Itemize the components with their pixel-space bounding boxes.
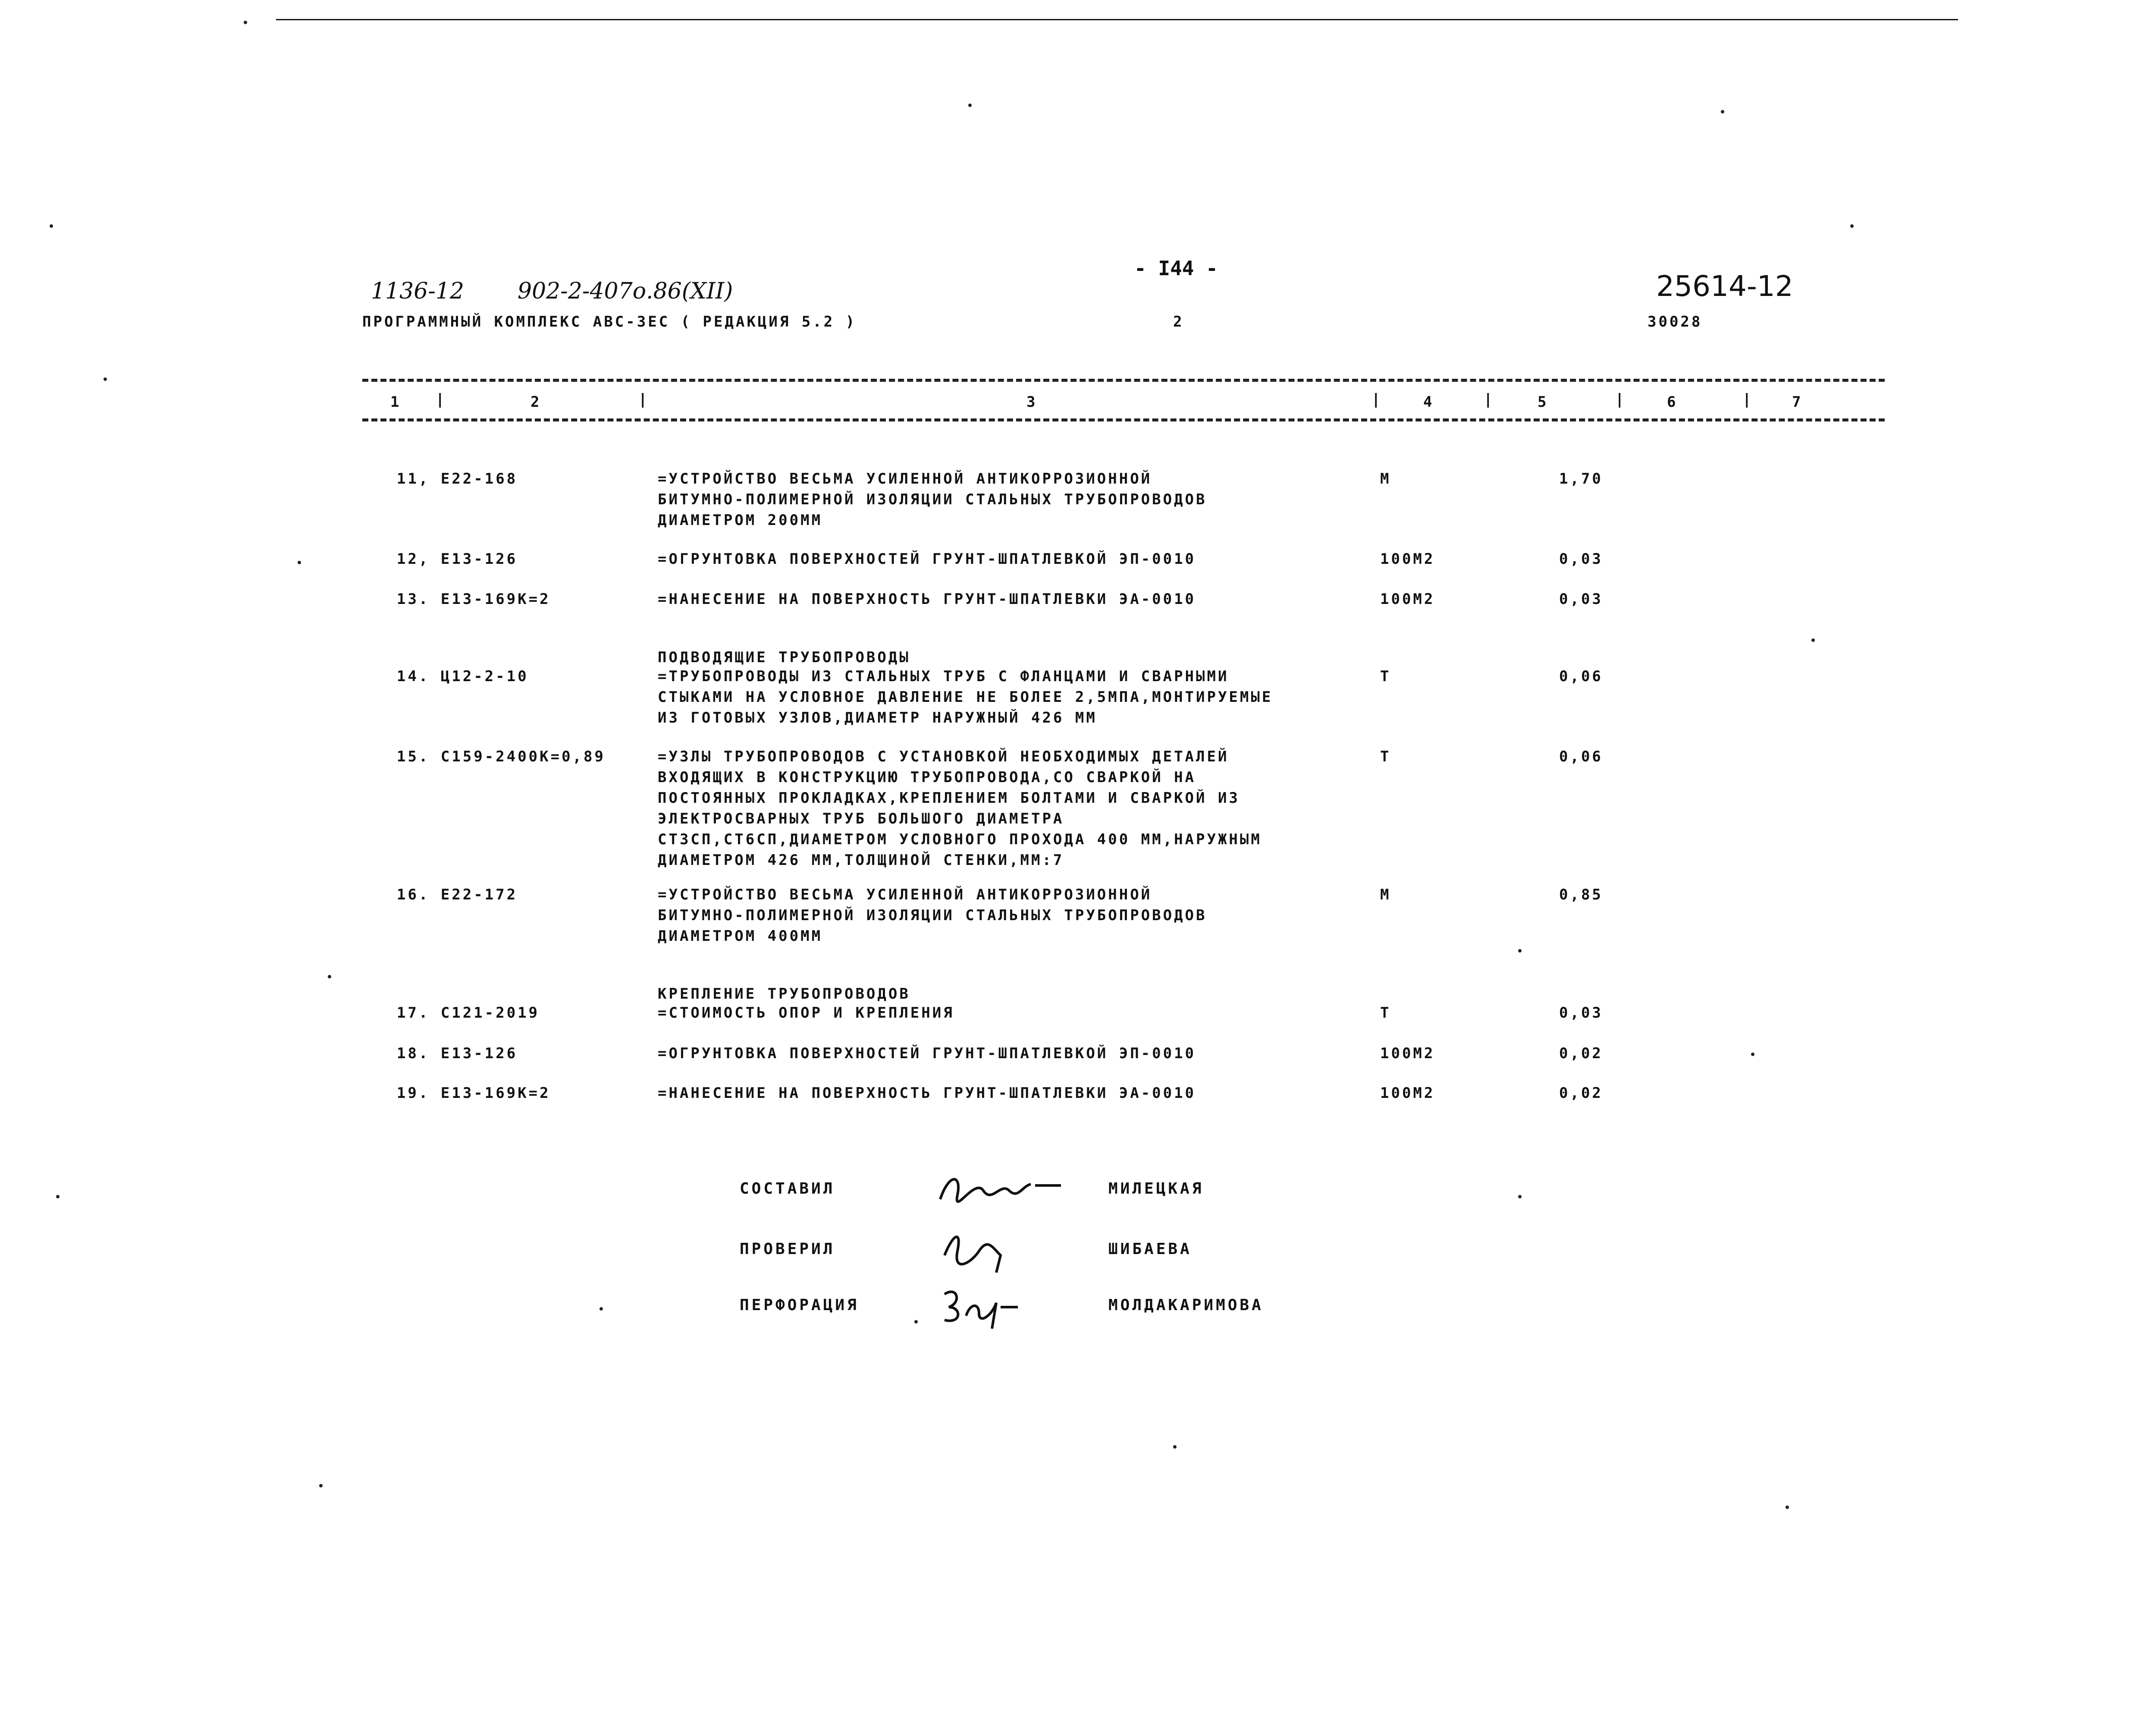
column-header: 7 [1792,393,1803,411]
row-quantity: 0,06 [1559,748,1603,765]
row-description: =НАНЕСЕНИЕ НА ПОВЕРХНОСТЬ ГРУНТ-ШПАТЛЕВКИ ЭА-0010 [658,1085,1196,1102]
row-unit: 100М2 [1380,550,1435,568]
row-description: =СТОИМОСТЬ ОПОР И КРЕПЛЕНИЯ [658,1004,954,1022]
column-two-marker: 2 [1173,313,1184,330]
row-unit: Т [1380,668,1391,685]
row-code: 17. С121-2019 [397,1004,540,1022]
handwritten-code-left: 1136-12 [371,278,464,304]
column-separator: | [1371,391,1381,408]
signature-scribble [932,1277,1031,1333]
row-quantity: 0,02 [1559,1045,1603,1062]
row-description: =ТРУБОПРОВОДЫ ИЗ СТАЛЬНЫХ ТРУБ С ФЛАНЦАМИ И СВАРНЫМИ СТЫКАМИ НА УСЛОВНОЕ ДАВЛЕНИЕ НЕ БОЛЕЕ 2,5МПА,МОНТИРУЕМЫЕ ИЗ ГОТОВЫХ УЗЛОВ,ДИАМЕТР НАРУЖНЫЙ 426 ММ [658,668,1273,726]
row-description: =УСТРОЙСТВО ВЕСЬМА УСИЛЕННОЙ АНТИКОРРОЗИОННОЙ БИТУМНО-ПОЛИМЕРНОЙ ИЗОЛЯЦИИ СТАЛЬНЫХ ТРУБОПРОВОДОВ ДИАМЕТРОМ 400ММ [658,886,1207,945]
row-code: 13. Е13-169К=2 [397,591,551,608]
signature-name: ШИБАЕВА [1108,1240,1192,1258]
column-header: 1 [390,393,402,411]
column-header: 2 [530,393,542,411]
row-code: 19. Е13-169К=2 [397,1085,551,1102]
signature-name: МОЛДАКАРИМОВА [1108,1296,1264,1314]
column-separator: | [436,391,445,408]
column-separator: | [1742,391,1751,408]
table-header-bottom-border [362,418,1885,421]
row-description: =ОГРУНТОВКА ПОВЕРХНОСТЕЙ ГРУНТ-ШПАТЛЕВКОЙ ЭП-0010 [658,1045,1196,1062]
handwritten-doc-number: 25614-12 [1656,270,1793,303]
row-unit: 100М2 [1380,1085,1435,1102]
row-unit: Т [1380,1004,1391,1022]
row-code: 16. Е22-172 [397,886,518,903]
row-description: =НАНЕСЕНИЕ НА ПОВЕРХНОСТЬ ГРУНТ-ШПАТЛЕВКИ ЭА-0010 [658,591,1196,608]
signature-role: ПРОВЕРИЛ [740,1240,835,1258]
row-description: =ОГРУНТОВКА ПОВЕРХНОСТЕЙ ГРУНТ-ШПАТЛЕВКОЙ ЭП-0010 [658,550,1196,568]
row-code: 12, Е13-126 [397,550,518,568]
row-code: 18. Е13-126 [397,1045,518,1062]
row-unit: М [1380,886,1391,903]
column-separator: | [1484,391,1493,408]
doc-code: 30028 [1648,313,1703,330]
row-unit: 100М2 [1380,591,1435,608]
table-header-top-border [362,379,1885,382]
column-header: 6 [1667,393,1678,411]
row-quantity: 1,70 [1559,470,1603,487]
row-code: 14. Ц12-2-10 [397,668,529,685]
column-header: 5 [1538,393,1549,411]
row-code: 15. С159-2400К=0,89 [397,748,606,765]
signature-role: СОСТАВИЛ [740,1180,835,1198]
column-separator: | [1615,391,1624,408]
row-quantity: 0,03 [1559,550,1603,568]
program-line: ПРОГРАММНЫЙ КОМПЛЕКС АВС-3ЕС ( РЕДАКЦИЯ 5.2 ) [362,313,857,330]
row-quantity: 0,85 [1559,886,1603,903]
signature-scribble [936,1225,1022,1277]
handwritten-project-code: 902-2-407о.86(XII) [518,278,733,304]
row-quantity: 0,03 [1559,591,1603,608]
row-quantity: 0,03 [1559,1004,1603,1022]
row-unit: Т [1380,748,1391,765]
row-unit: 100М2 [1380,1045,1435,1062]
page-number: - I44 - [1134,257,1218,280]
row-quantity: 0,02 [1559,1085,1603,1102]
column-separator: | [638,391,647,408]
row-quantity: 0,06 [1559,668,1603,685]
signature-role: ПЕРФОРАЦИЯ [740,1296,859,1314]
top-rule [276,19,1958,20]
signature-scribble [936,1165,1065,1212]
row-code: 11, Е22-168 [397,470,518,487]
column-header: 4 [1423,393,1434,411]
row-description: =УЗЛЫ ТРУБОПРОВОДОВ С УСТАНОВКОЙ НЕОБХОДИМЫХ ДЕТАЛЕЙ ВХОДЯЩИХ В КОНСТРУКЦИЮ ТРУБОПРОВОДА,СО СВАРКОЙ НА ПОСТОЯННЫХ ПРОКЛАДКАХ,КРЕПЛЕНИЕМ БОЛТАМИ И СВАРКОЙ ИЗ ЭЛЕКТРОСВАРНЫХ ТРУБ БОЛЬШОГО ДИАМЕТРА СТ3СП,СТ6СП,ДИАМЕТРОМ УСЛОВНОГО ПРОХОДА 400 ММ,НАРУЖНЫМ ДИАМЕТРОМ 426 ММ,ТОЛЩИНОЙ СТЕНКИ,ММ:7 [658,748,1262,869]
row-description: =УСТРОЙСТВО ВЕСЬМА УСИЛЕННОЙ АНТИКОРРОЗИОННОЙ БИТУМНО-ПОЛИМЕРНОЙ ИЗОЛЯЦИИ СТАЛЬНЫХ ТРУБОПРОВОДОВ ДИАМЕТРОМ 200ММ [658,470,1207,529]
signature-name: МИЛЕЦКАЯ [1108,1180,1204,1198]
column-header: 3 [1026,393,1038,411]
row-unit: М [1380,470,1391,487]
